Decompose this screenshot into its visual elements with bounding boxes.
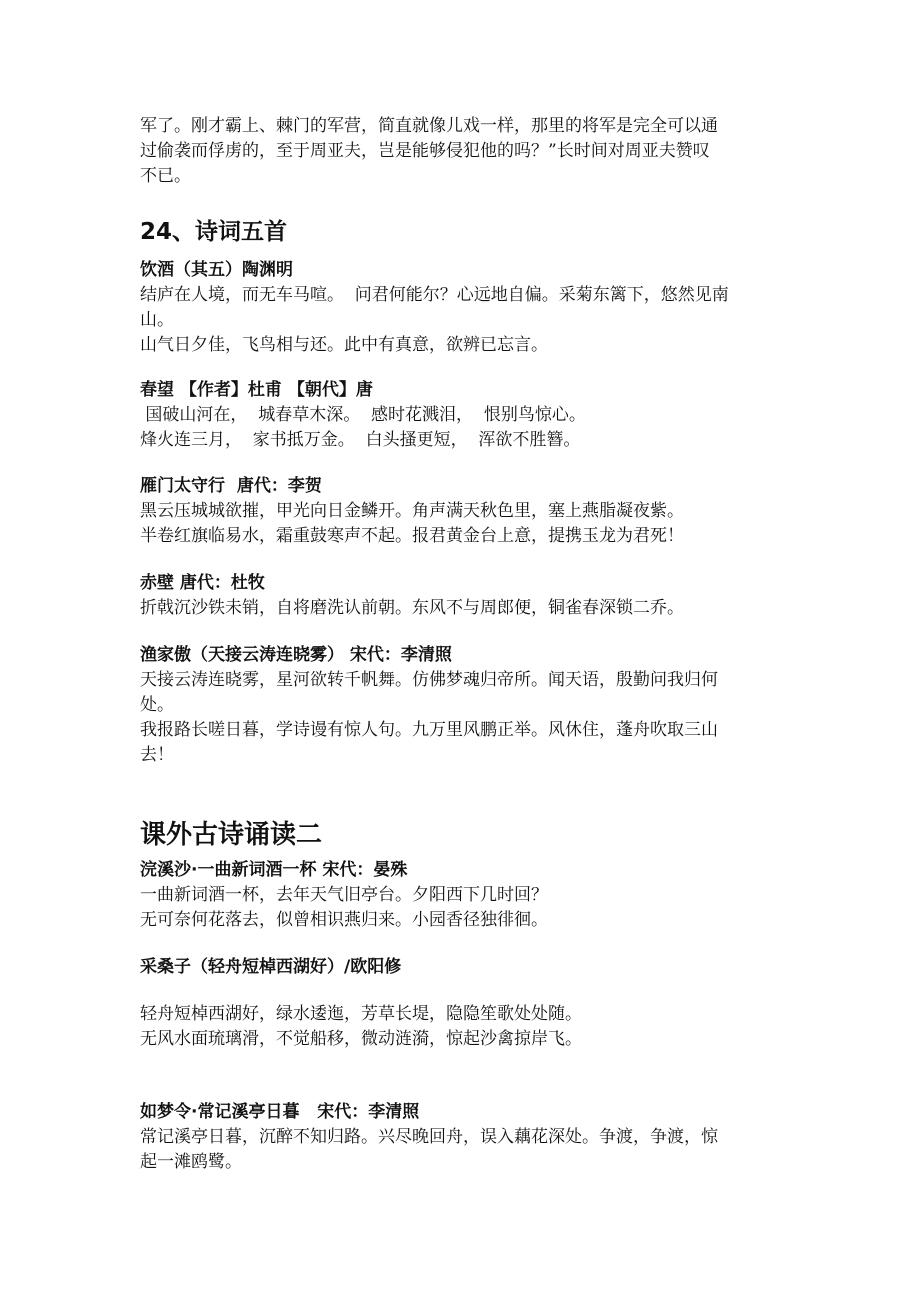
poem-line: 我报路长嗟日暮，学诗谩有惊人句。九万里风鹏正举。风休住，蓬舟吹取三山 (140, 720, 718, 740)
poem-title: 如梦令·常记溪亭日暮 宋代：李清照 (140, 1102, 420, 1122)
poem-title: 雁门太守行 唐代：李贺 (140, 476, 322, 496)
intro-paragraph (140, 114, 790, 189)
section-heading (140, 217, 790, 247)
poem-line: 山气日夕佳，飞鸟相与还。此中有真意，欲辨已忘言。 (140, 335, 548, 355)
poem-line: 天接云涛连晓雾，星河欲转千帆舞。仿佛梦魂归帝所。闻天语，殷勤问我归何 (140, 670, 718, 690)
poem-block (140, 474, 790, 549)
poem-line: 去！ (140, 745, 174, 765)
poem-line: 黑云压城城欲摧，甲光向日金鳞开。角声满天秋色里，塞上燕脂凝夜紫。 (140, 501, 684, 521)
text-line: 不已。 (140, 166, 191, 186)
poem-title: 浣溪沙·一曲新词酒一杯 宋代：晏殊 (140, 860, 408, 880)
poem-title: 饮酒（其五）陶渊明 (140, 260, 293, 280)
poem-line: 半卷红旗临易水，霜重鼓寒声不起。报君黄金台上意，提携玉龙为君死！ (140, 526, 684, 546)
poem-line: 起一滩鸥鹭。 (140, 1152, 242, 1172)
section-heading-text: 24、诗词五首 (140, 219, 288, 245)
poem-line: 无可奈何花落去，似曾相识燕归来。小园香径独徘徊。 (140, 910, 548, 930)
poem-line: 折戟沉沙铁未销，自将磨洗认前朝。东风不与周郎便，铜雀春深锁二乔。 (140, 598, 684, 618)
poem-line: 烽火连三月， 家书抵万金。 白头搔更短， 浑欲不胜簪。 (140, 430, 581, 450)
poem-title: 春望 【作者】杜甫 【朝代】唐 (140, 380, 373, 400)
section-heading-text: 课外古诗诵读二 (140, 820, 323, 850)
poem-title: 采桑子（轻舟短棹西湖好）/欧阳修 (140, 957, 402, 977)
poem-title: 渔家傲（天接云涛连晓雾） 宋代：李清照 (140, 645, 452, 665)
section-heading (140, 818, 790, 852)
poem-line: 轻舟短棹西湖好，绿水逶迤，芳草长堤，隐隐笙歌处处随。 (140, 1004, 582, 1024)
poem-block (140, 1100, 790, 1175)
poem-block (140, 955, 790, 980)
poem-line: 山。 (140, 310, 174, 330)
poem-block (140, 571, 790, 621)
poem-line: 国破山河在， 城春草木深。 感时花溅泪， 恨别鸟惊心。 (140, 405, 586, 425)
poem-line: 处。 (140, 695, 174, 715)
text-line: 过偷袭而俘虏的，至于周亚夫，岂是能够侵犯他的吗？”长时间对周亚夫赞叹 (140, 141, 710, 161)
poem-line: 结庐在人境，而无车马喧。 问君何能尔？心远地自偏。采菊东篱下，悠然见南 (140, 285, 729, 305)
poem-block (140, 258, 790, 358)
text-line: 军了。刚才霸上、棘门的军营，简直就像儿戏一样，那里的将军是完全可以通 (140, 116, 718, 136)
poem-block (140, 858, 790, 933)
poem-body (140, 1002, 790, 1052)
poem-line: 常记溪亭日暮，沉醉不知归路。兴尽晚回舟，误入藕花深处。争渡，争渡，惊 (140, 1127, 718, 1147)
poem-block (140, 378, 790, 453)
poem-line: 无风水面琉璃滑，不觉船移，微动涟漪，惊起沙禽掠岸飞。 (140, 1029, 582, 1049)
poem-line: 一曲新词酒一杯，去年天气旧亭台。夕阳西下几时回？ (140, 885, 548, 905)
poem-block (140, 643, 790, 768)
poem-title: 赤壁 唐代：杜牧 (140, 573, 265, 593)
